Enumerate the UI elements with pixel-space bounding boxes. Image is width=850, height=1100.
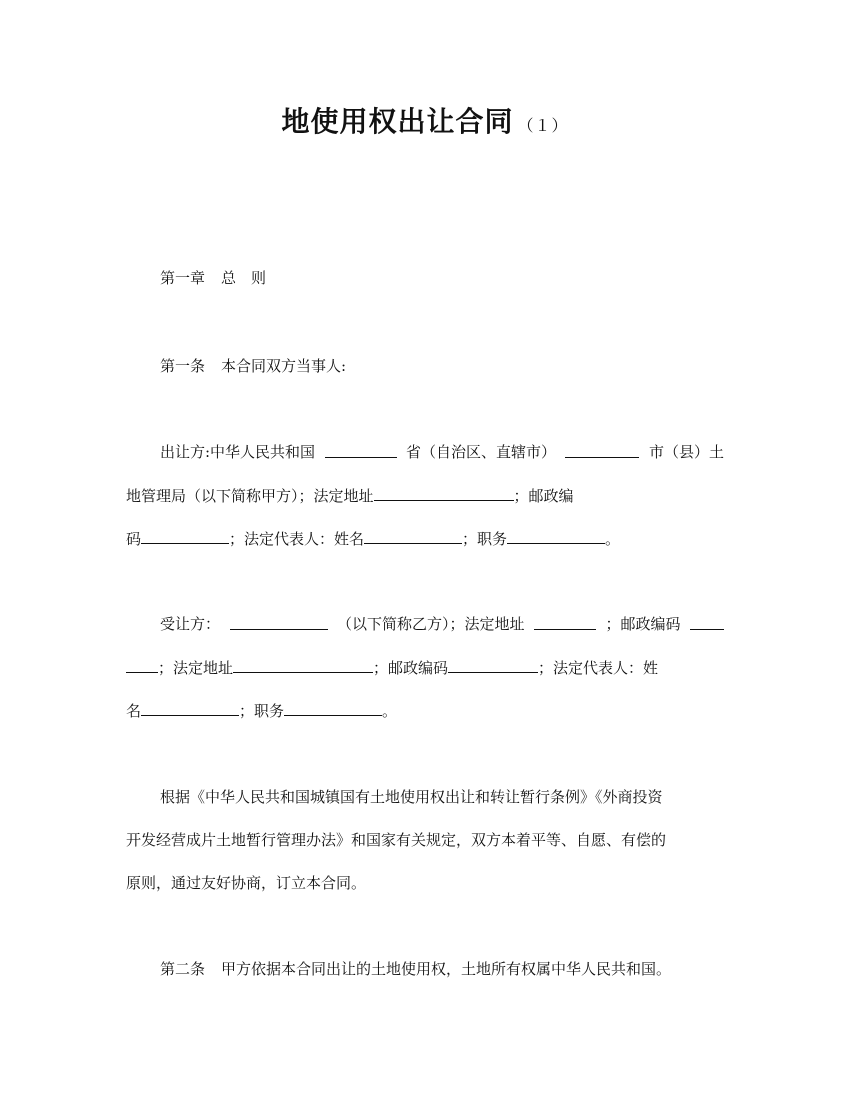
transferee-text-1: 受让方： — [160, 615, 221, 633]
transferee-position-blank[interactable] — [284, 700, 382, 716]
transferor-text-8: ；职务 — [462, 530, 508, 548]
transferor-text-7: ；法定代表人：姓名 — [229, 530, 365, 548]
transferee-address-blank-2[interactable] — [233, 657, 373, 673]
transferee-text-4: ；法定地址 — [158, 659, 234, 677]
article-1-number: 第一条 — [160, 357, 206, 375]
basis-line-1: 根据《中华人民共和国城镇国有土地使用权出让和转让暂行条例》《外商投资 — [160, 788, 663, 806]
chapter-number: 第一章 — [160, 269, 206, 287]
transferor-postcode-blank[interactable] — [141, 528, 229, 544]
transferor-text-9: 。 — [605, 530, 621, 548]
transferee-text-2: （以下简称乙方）；法定地址 — [336, 615, 525, 633]
transferee-postcode-blank-1a[interactable] — [690, 614, 724, 630]
transferee-text-5: ；邮政编码 — [373, 659, 449, 677]
transferee-line-2 — [126, 657, 658, 678]
city-blank[interactable] — [565, 442, 639, 458]
transferee-postcode-blank-2[interactable] — [448, 657, 538, 673]
transferee-line-1 — [160, 614, 724, 634]
transferor-address-blank[interactable] — [374, 485, 514, 501]
transferee-text-9: 。 — [382, 702, 398, 720]
transferor-text-1: 出让方:中华人民共和国 — [160, 443, 316, 461]
document-title — [0, 100, 850, 140]
transferee-address-blank-1[interactable] — [534, 614, 596, 630]
transferor-text-3: 市（县）土 — [648, 443, 724, 461]
article-1-heading — [160, 356, 346, 376]
basis-line-3: 原则，通过友好协商，订立本合同。 — [126, 874, 367, 892]
basis-line-2: 开发经营成片土地暂行管理办法》和国家有关规定，双方本着平等、自愿、有偿的 — [126, 831, 667, 849]
title-number: （１） — [517, 116, 569, 135]
transferor-position-blank[interactable] — [507, 528, 605, 544]
transferee-line-3 — [126, 700, 397, 721]
transferee-text-3: ；邮政编码 — [605, 615, 681, 633]
title-text: 地使用权出让合同 — [281, 105, 514, 138]
province-blank[interactable] — [325, 442, 397, 458]
transferee-rep-name-blank[interactable] — [141, 700, 239, 716]
chapter-title: 总 则 — [221, 269, 267, 287]
article-2-number: 第二条 — [160, 960, 206, 978]
transferee-text-6: ；法定代表人：姓 — [538, 659, 659, 677]
chapter-heading — [160, 268, 266, 288]
transferee-text-7: 名 — [126, 702, 142, 720]
transferee-text-8: ；职务 — [239, 702, 285, 720]
transferor-text-4: 地管理局（以下简称甲方）；法定地址 — [126, 487, 374, 505]
transferee-postcode-blank-1b[interactable] — [126, 657, 158, 673]
transferor-text-5: ；邮政编 — [513, 487, 574, 505]
transferee-name-blank[interactable] — [230, 614, 328, 630]
transferor-name-blank[interactable] — [364, 528, 462, 544]
transferor-line-3 — [126, 528, 620, 549]
article-2-text: 甲方依据本合同出让的土地使用权，土地所有权属中华人民共和国。 — [221, 960, 672, 978]
article-1-text: 本合同双方当事人: — [221, 357, 347, 375]
transferor-line-1 — [160, 442, 724, 462]
transferor-line-2 — [126, 485, 574, 506]
transferor-text-2: 省（自治区、直辖市） — [406, 443, 557, 461]
article-2 — [160, 959, 671, 979]
transferor-text-6: 码 — [126, 530, 142, 548]
